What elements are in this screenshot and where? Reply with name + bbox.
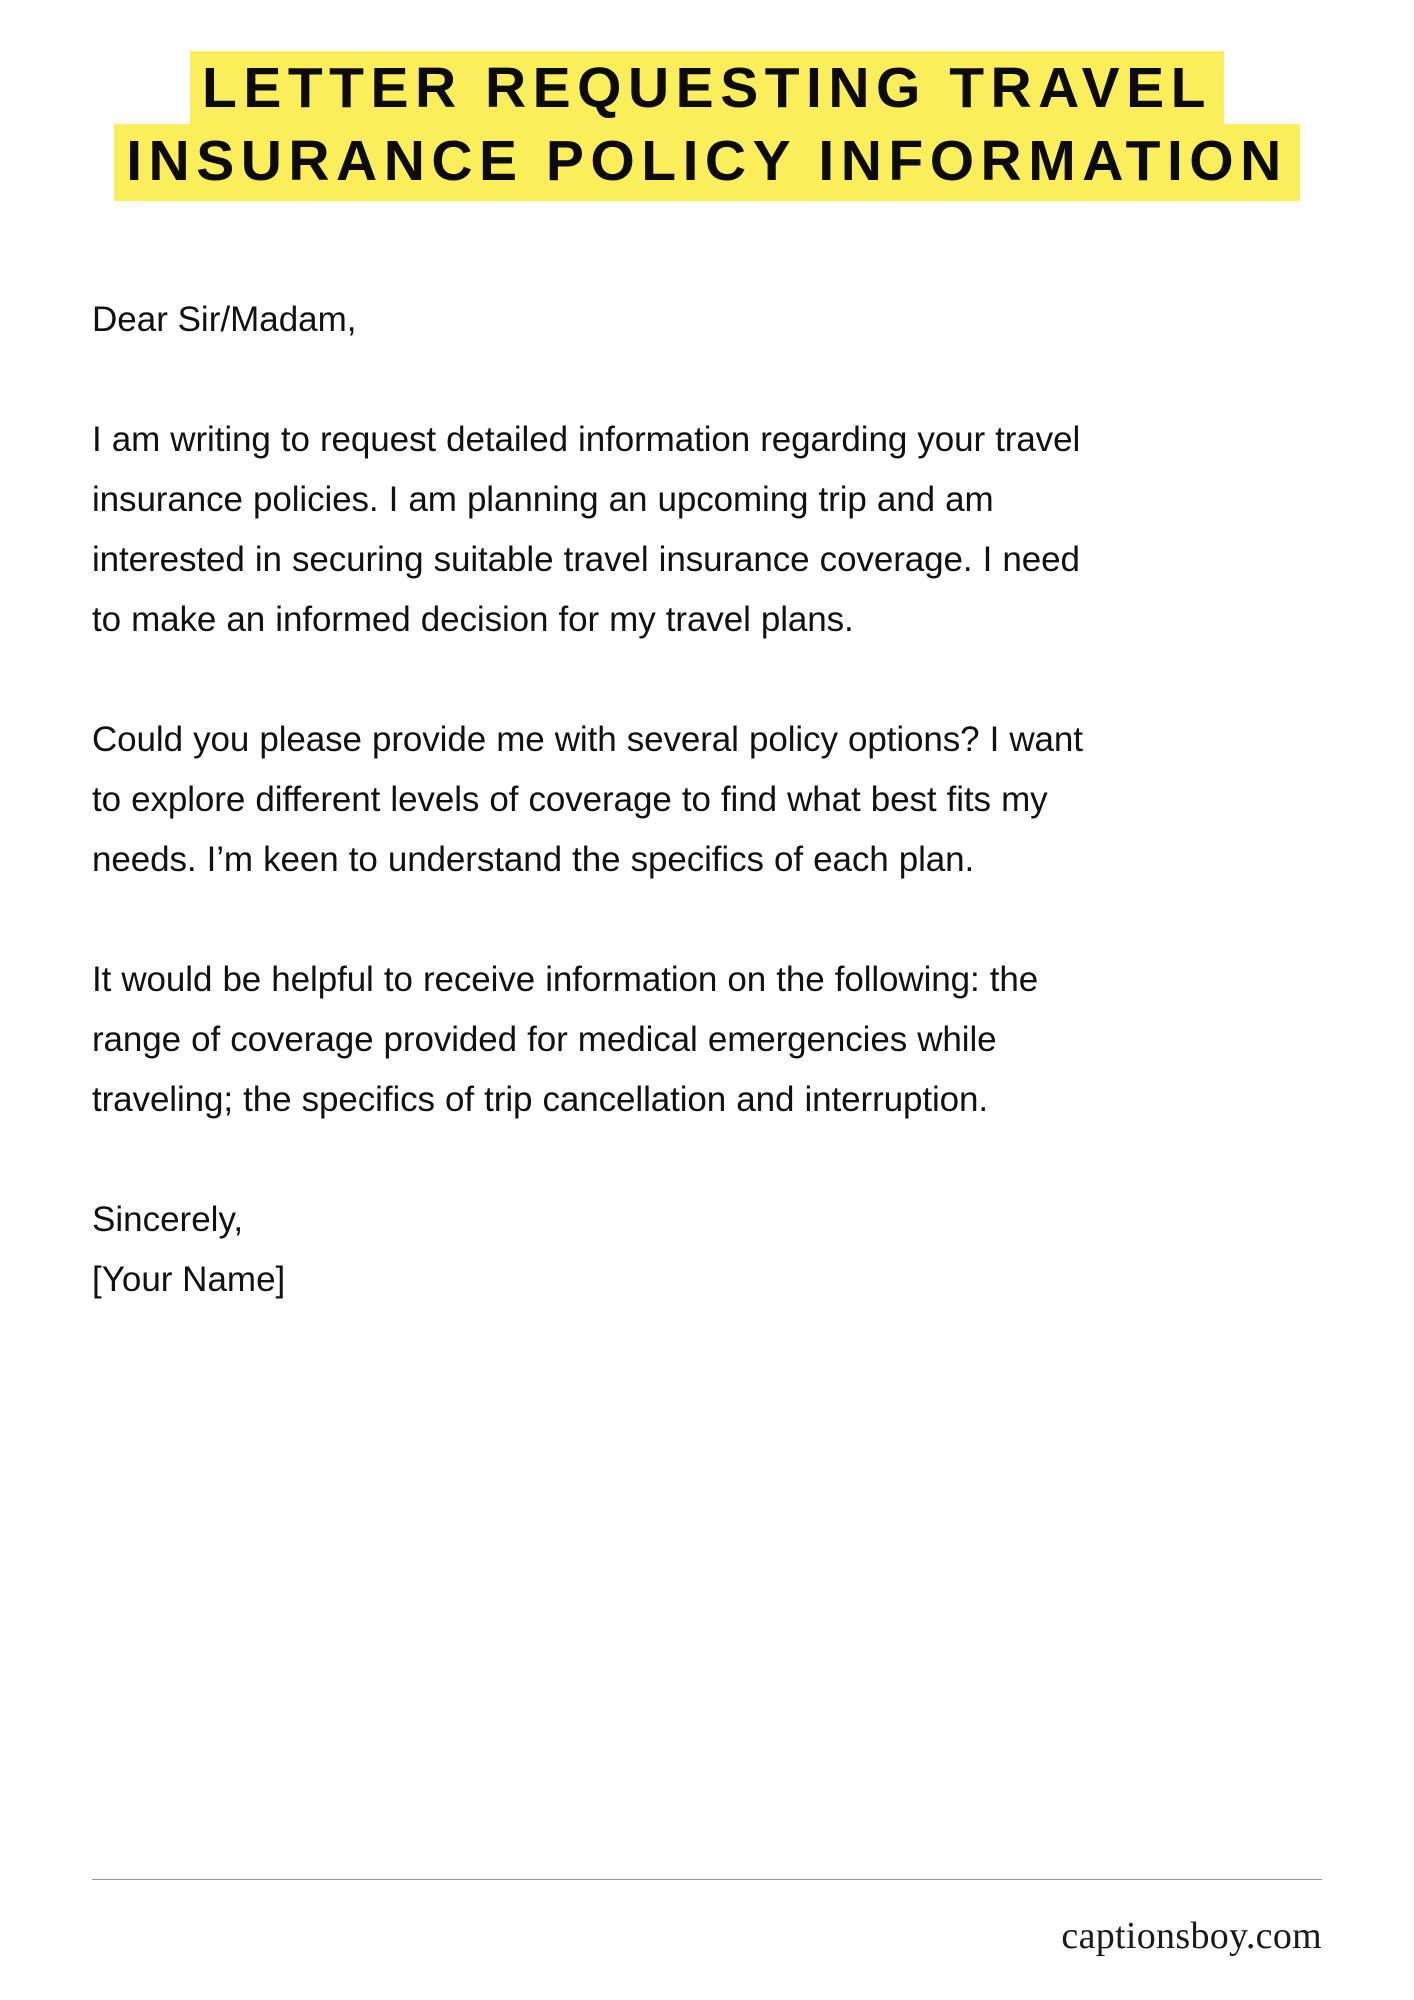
letter-paragraph-3: It would be helpful to receive information on the following: the range of coverage provided for medical emergencies while traveling; the specifics of trip cancellation and interruption. — [92, 960, 1039, 1119]
title-line-1 — [190, 52, 1224, 125]
footer-site-name: captionsboy.com — [1061, 1915, 1322, 1957]
letter-paragraph-2: Could you please provide me with several policy options? I want to explore different levels of coverage to find what best fits my needs. I’m keen to understand the specifics of each plan. — [92, 720, 1083, 879]
page-title — [0, 52, 1414, 198]
title-line-1-text: LETTER REQUESTING TRAVEL — [190, 51, 1224, 128]
page-footer — [92, 1879, 1322, 1958]
letter-closing — [92, 1190, 1092, 1310]
signature-placeholder: [Your Name] — [92, 1260, 286, 1299]
title-line-2-row — [0, 125, 1414, 198]
title-line-2-text: INSURANCE POLICY INFORMATION — [114, 124, 1300, 201]
closing-salutation: Sincerely, — [92, 1200, 244, 1239]
footer-divider — [92, 1879, 1322, 1880]
title-line-2 — [114, 125, 1300, 198]
letter-body — [92, 290, 1092, 1310]
title-line-1-row — [0, 52, 1414, 125]
salutation: Dear Sir/Madam, — [92, 300, 357, 339]
letter-paragraph-1: I am writing to request detailed information regarding your travel insurance policies. I am planning an upcoming trip and am interested in securing suitable travel insurance coverage. I need to make an informed decision for my travel plans. — [92, 420, 1081, 639]
